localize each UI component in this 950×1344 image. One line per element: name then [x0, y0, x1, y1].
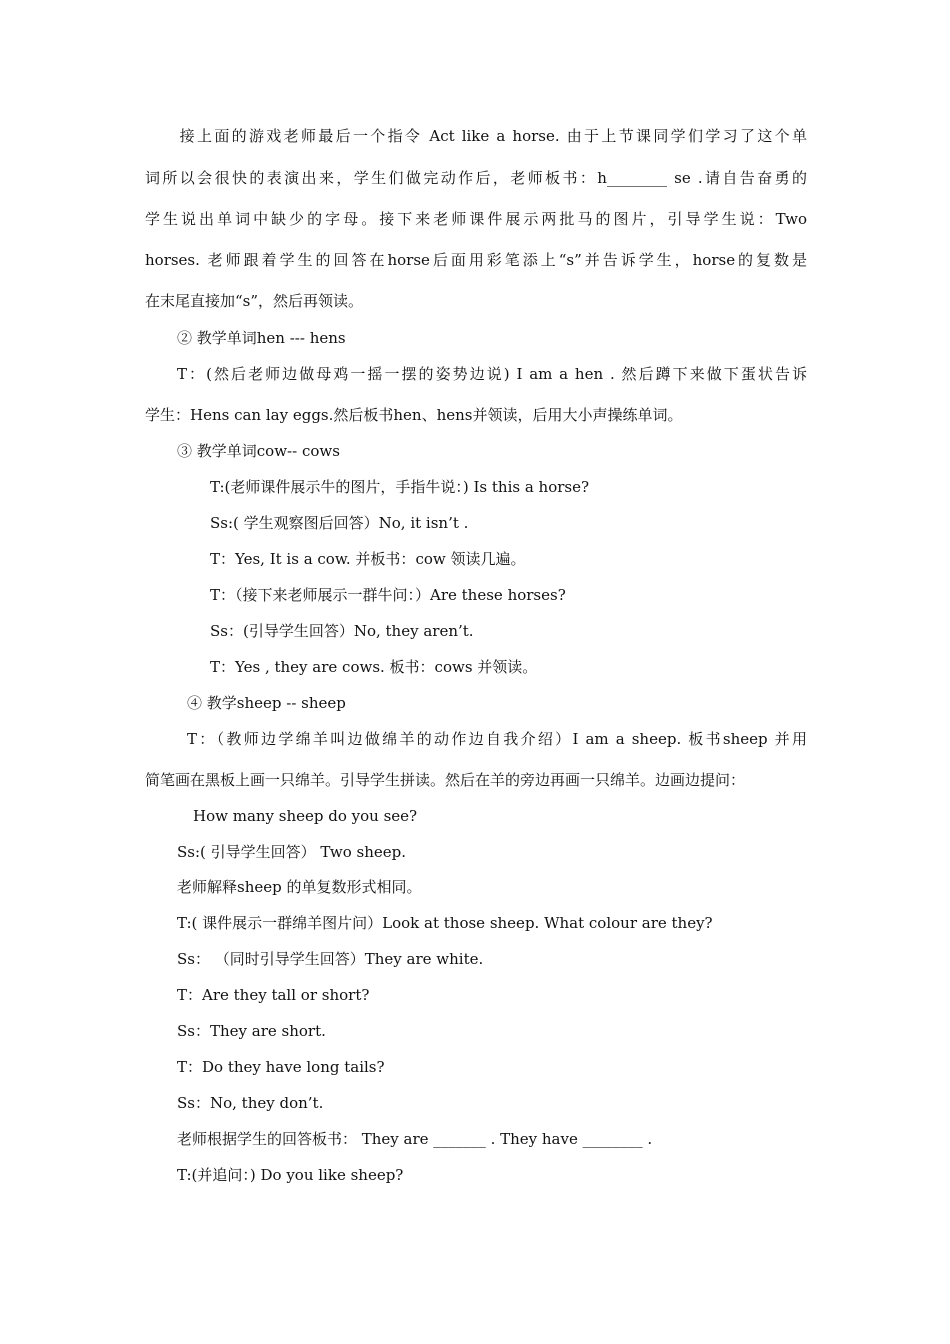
- paragraph-line: T：(然后老师边做母鸡一摇一摆的姿势边说) I am a hen . 然后蹲下来做下蛋状告诉: [177, 365, 807, 383]
- paragraph-line: 老师根据学生的回答板书： They are _______ . They have ________ .: [177, 1130, 653, 1148]
- dialogue-line: T：Are they tall or short?: [177, 986, 370, 1004]
- dialogue-line: T:(老师课件展示牛的图片，手指牛说：) Is this a horse?: [210, 478, 590, 496]
- dialogue-line: Ss：No, they don’t.: [177, 1094, 324, 1112]
- dialogue-line: T：Do they have long tails?: [177, 1058, 385, 1076]
- section-heading: ④ 教学sheep -- sheep: [187, 694, 346, 712]
- dialogue-line: T：Yes, It is a cow. 并板书：cow 领读几遍。: [210, 550, 526, 568]
- dialogue-line: Ss： （同时引导学生回答）They are white.: [177, 950, 484, 968]
- paragraph-line: 学生：Hens can lay eggs.然后板书hen、hens并领读，后用大小声操练单词。: [145, 406, 683, 424]
- dialogue-line: Ss:( 引导学生回答） Two sheep.: [177, 843, 407, 861]
- dialogue-line: How many sheep do you see?: [193, 807, 418, 825]
- paragraph-line: 在末尾直接加“s”，然后再领读。: [145, 292, 364, 310]
- paragraph-line: horses. 老师跟着学生的回答在horse后面用彩笔添上“s”并告诉学生，horse的复数是: [145, 251, 807, 269]
- dialogue-line: Ss：They are short.: [177, 1022, 326, 1040]
- dialogue-line: T:( 课件展示一群绵羊图片问）Look at those sheep. What colour are they?: [177, 914, 713, 932]
- paragraph-line: 老师解释sheep 的单复数形式相同。: [177, 878, 422, 896]
- section-heading: ③ 教学单词cow-- cows: [177, 442, 340, 460]
- paragraph-line: 简笔画在黑板上画一只绵羊。引导学生拼读。然后在羊的旁边再画一只绵羊。边画边提问：: [145, 771, 746, 789]
- paragraph-line: 学生说出单词中缺少的字母。接下来老师课件展示两批马的图片，引导学生说：Two: [145, 210, 807, 228]
- dialogue-line: T：（接下来老师展示一群牛问：）Are these horses?: [210, 586, 566, 604]
- dialogue-line: Ss:( 学生观察图后回答）No, it isn’t .: [210, 514, 469, 532]
- paragraph-line: 词所以会很快的表演出来，学生们做完动作后，老师板书：h________ se .请自告奋勇的: [145, 169, 807, 187]
- dialogue-line: T：Yes , they are cows. 板书：cows 并领读。: [210, 658, 538, 676]
- paragraph-line: 接上面的游戏老师最后一个指令 Act like a horse. 由于上节课同学们学习了这个单: [145, 127, 807, 145]
- section-heading: ② 教学单词hen --- hens: [177, 329, 346, 347]
- dialogue-line: Ss：(引导学生回答）No, they aren’t.: [210, 622, 474, 640]
- dialogue-line: T:(并追问：) Do you like sheep?: [177, 1166, 404, 1184]
- paragraph-line: T：（教师边学绵羊叫边做绵羊的动作边自我介绍）I am a sheep. 板书sheep 并用: [187, 730, 807, 748]
